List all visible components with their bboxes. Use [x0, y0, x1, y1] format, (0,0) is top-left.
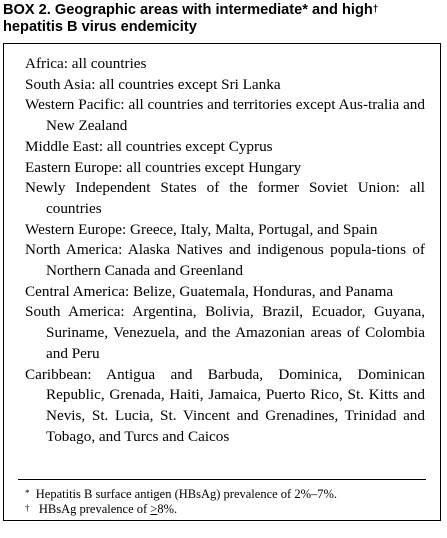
box-title-text: BOX 2. Geographic areas with intermediate* and high [3, 2, 373, 18]
dagger-mark: † [372, 4, 379, 15]
region-item-western-europe: Western Europe: Greece, Italy, Malta, Portugal, and Spain [25, 220, 378, 238]
box-title-line2: hepatitis B virus endemicity [3, 19, 197, 35]
footnote-star-mark: * [25, 488, 30, 498]
box-title [3, 2, 445, 36]
region-item-eastern-europe: Eastern Europe: all countries except Hungary [25, 158, 302, 176]
footnote-dagger-mark: † [25, 502, 30, 513]
region-item-former-soviet-union: Newly Independent States of the former Soviet Union: all countries [25, 179, 425, 217]
content-box [3, 43, 441, 521]
region-item-central-america: Central America: Belize, Guatemala, Honduras, and Panama [25, 282, 394, 300]
region-item-middle-east: Middle East: all countries except Cyprus [25, 137, 273, 155]
region-item-caribbean: Caribbean: Antigua and Barbuda, Dominica, Dominican Republic, Grenada, Haiti, Jamaica, Puerto Rico, St. Kitts and Nevis, St. Lucia, St. Vincent and Grenadines, Trinidad and Tobago, and Turcs and Caicos [25, 365, 425, 445]
footnote-dagger-symbol: > [150, 501, 158, 516]
footnote-dagger [25, 502, 425, 517]
footnote-divider [18, 479, 426, 480]
footnote-dagger-suffix: 8%. [157, 501, 178, 516]
footnotes [25, 487, 425, 516]
region-item-south-america: South America: Argentina, Bolivia, Brazil, Ecuador, Guyana, Suriname, Venezuela, and the Amazonian areas of Colombia and Peru [25, 303, 425, 362]
footnote-star-text: Hepatitis B surface antigen (HBsAg) prevalence of 2%–7%. [35, 487, 338, 501]
region-item-western-pacific: Western Pacific: all countries and territories except Aus-tralia and New Zealand [25, 96, 425, 135]
region-item-africa: Africa: all countries [25, 55, 147, 72]
footnote-star [25, 487, 425, 502]
region-list [25, 54, 425, 447]
footnote-dagger-prefix: HBsAg prevalence of [38, 501, 151, 516]
region-item-south-asia: South Asia: all countries except Sri Lanka [25, 75, 281, 93]
region-item-north-america: North America: Alaska Natives and indigenous popula-tions of Northern Canada and Greenland [25, 241, 425, 280]
